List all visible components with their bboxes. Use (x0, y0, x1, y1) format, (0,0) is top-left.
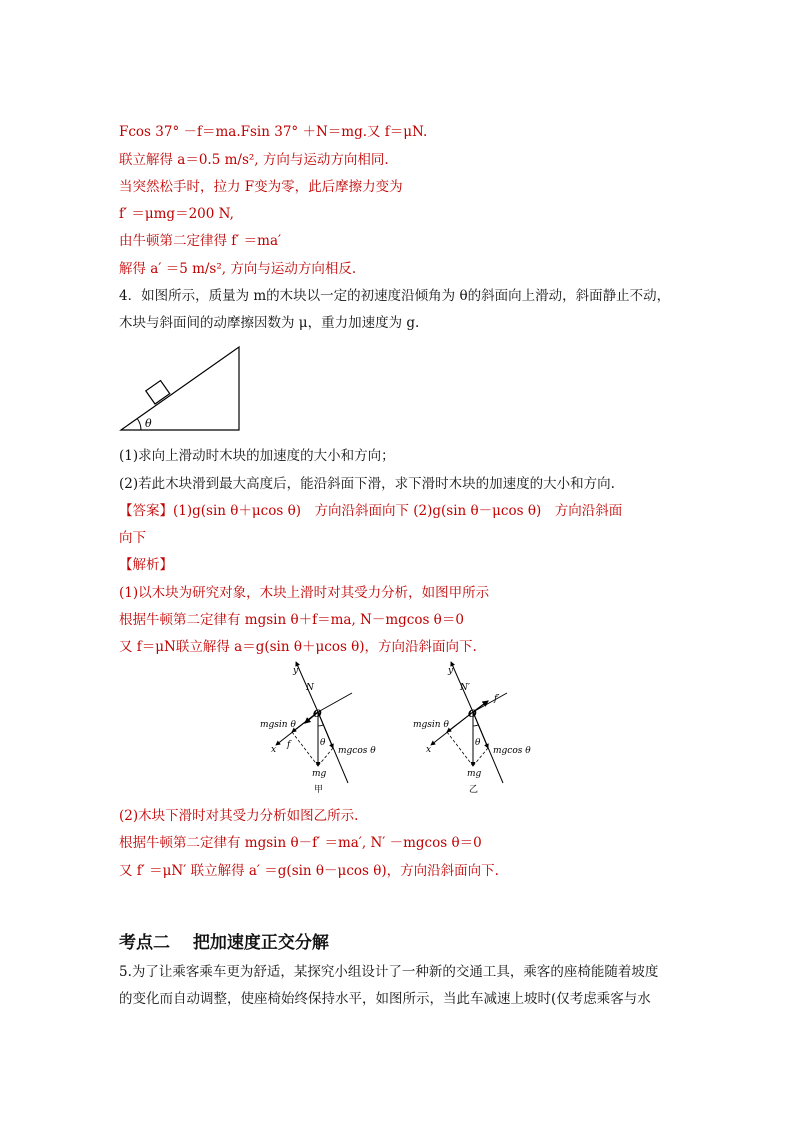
jia-mg-label: mg (312, 769, 327, 779)
yi-mgcos-label: mgcos θ (493, 746, 531, 756)
yi-caption: 乙 (469, 785, 479, 795)
jia-O-label: O (313, 709, 322, 720)
answer-line-2: 向下 (119, 530, 146, 546)
yi-f-label: f′ (494, 694, 500, 704)
yi-O-label: O (468, 709, 477, 720)
force-diagram-yi (410, 660, 540, 800)
solution-line-3: 当突然松手时，拉力 F变为零，此后摩擦力变为 (119, 179, 403, 195)
section-heading: 考点二 把加速度正交分解 (119, 933, 329, 953)
question-4-part-1: (1)求向上滑动时木块的加速度的大小和方向； (119, 448, 395, 464)
jia-y-label: y (293, 666, 299, 676)
solution-line-6: 解得 a′ ＝5 m/s², 方向与运动方向相反. (119, 261, 357, 277)
answer-line-1: 【答案】(1)g(sin θ＋μcos θ) 方向沿斜面向下 (2)g(sin θ－μcos θ) 方向沿斜面 (119, 503, 623, 519)
solution-line-2: 联立解得 a＝0.5 m/s², 方向与运动方向相同. (119, 152, 389, 168)
solution-line-1: Fcos 37° －f＝ma.Fsin 37° ＋N＝mg.又 f＝μN. (119, 124, 428, 140)
analysis-line-5: 根据牛顿第二定律有 mgsin θ－f′ ＝ma′, N′ －mgcos θ＝0 (119, 835, 482, 851)
analysis-label: 【解析】 (119, 557, 173, 573)
question-4-line-1: 4．如图所示，质量为 m的木块以一定的初速度沿倾角为 θ的斜面向上滑动，斜面静止不动， (119, 288, 671, 304)
solution-line-5: 由牛顿第二定律得 f′ ＝ma′ (119, 233, 282, 249)
yi-N-label: N′ (460, 683, 470, 693)
analysis-line-4: (2)木块下滑时对其受力分析如图乙所示. (119, 808, 359, 824)
jia-mgcos-label: mgcos θ (338, 746, 376, 756)
analysis-line-2: 根据牛顿第二定律有 mgsin θ＋f＝ma, N－mgcos θ＝0 (119, 612, 464, 628)
incline-angle-label: θ (145, 417, 152, 430)
analysis-line-1: (1)以木块为研究对象，木块上滑时对其受力分析，如图甲所示 (119, 585, 490, 601)
question-4-part-2: (2)若此木块滑到最大高度后，能沿斜面下滑，求下滑时木块的加速度的大小和方向. (119, 476, 615, 492)
incline-figure (118, 343, 246, 435)
yi-mgsin-label: mgsin θ (413, 720, 449, 730)
jia-mgsin-label: mgsin θ (260, 720, 296, 730)
jia-f-label: f (287, 740, 291, 750)
yi-y-label: y (448, 666, 454, 676)
force-diagram-jia (250, 660, 376, 800)
analysis-line-3: 又 f＝μN联立解得 a＝g(sin θ＋μcos θ)，方向沿斜面向下. (119, 639, 477, 655)
question-5-line-2: 的变化而自动调整，使座椅始终保持水平，如图所示，当此车减速上坡时(仅考虑乘客与水 (119, 991, 651, 1007)
jia-N-label: N (306, 683, 314, 693)
jia-caption: 甲 (314, 785, 324, 795)
jia-theta-label: θ (320, 738, 326, 748)
analysis-line-6: 又 f′ ＝μN′ 联立解得 a′ ＝g(sin θ－μcos θ)，方向沿斜面向下. (119, 863, 499, 879)
yi-mg-label: mg (467, 769, 482, 779)
yi-x-label: x (426, 745, 432, 755)
yi-theta-label: θ (475, 738, 481, 748)
question-4-line-2: 木块与斜面间的动摩擦因数为 μ，重力加速度为 g. (119, 315, 420, 331)
question-5-line-1: 5.为了让乘客乘车更为舒适，某探究小组设计了一种新的交通工具，乘客的座椅能随着坡度 (119, 964, 659, 980)
solution-line-4: f′ ＝μmg＝200 N, (119, 206, 234, 222)
jia-x-label: x (271, 745, 277, 755)
